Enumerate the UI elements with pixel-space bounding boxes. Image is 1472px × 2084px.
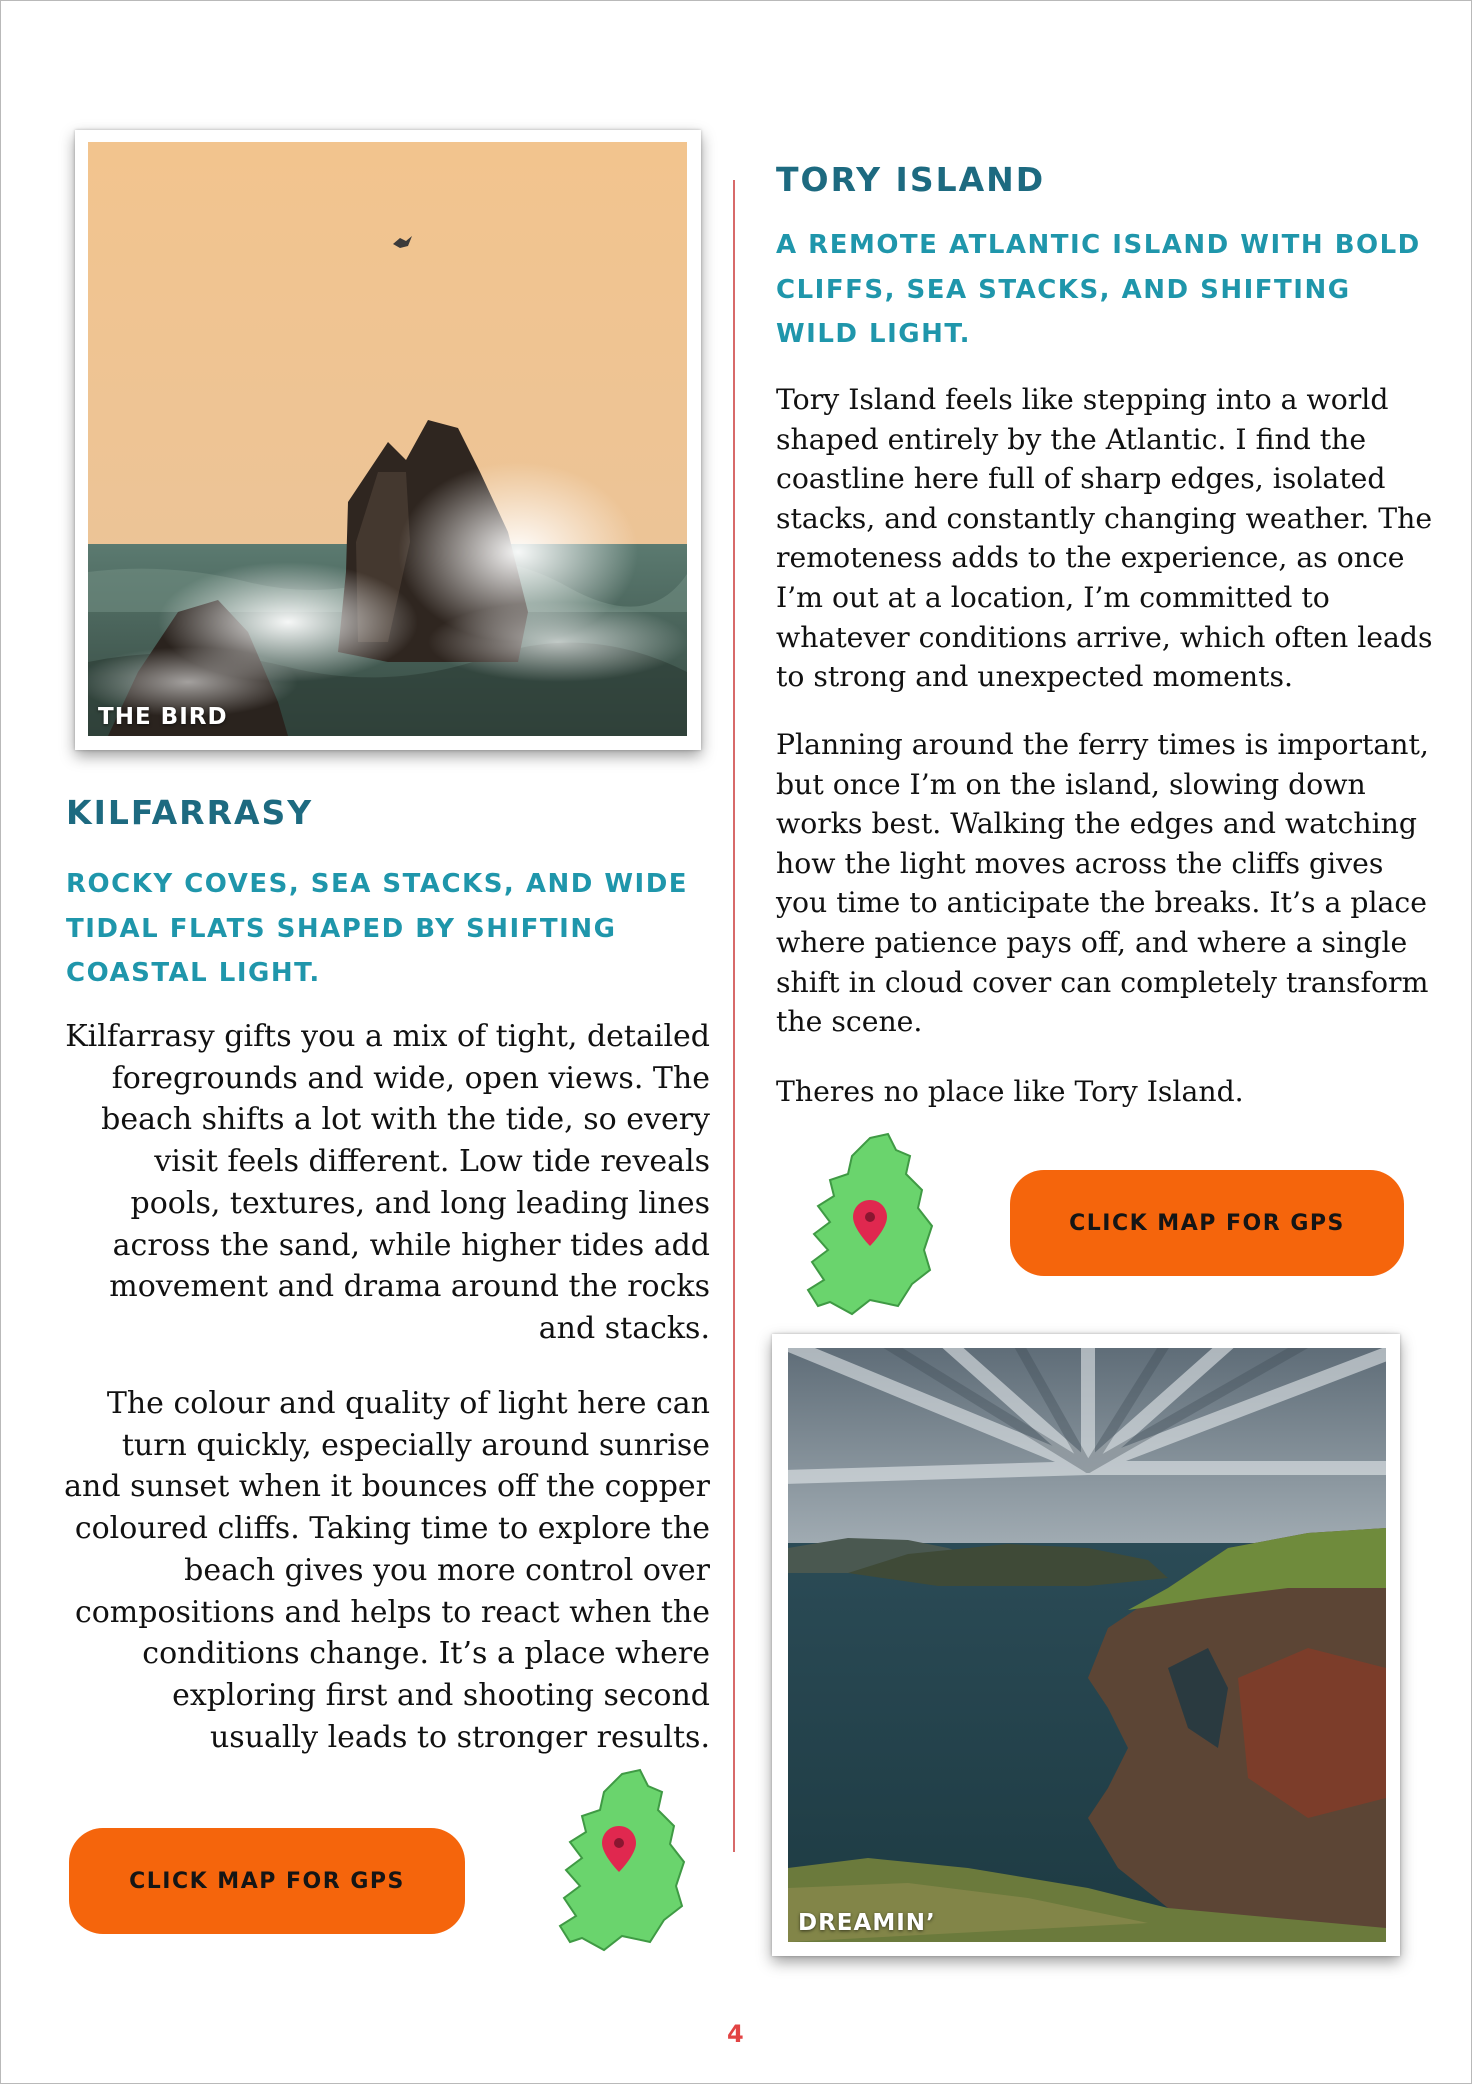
tory-island-paragraph-3: Theres no place like Tory Island. xyxy=(776,1075,1244,1108)
photo-frame-dreamin xyxy=(772,1334,1400,1956)
cliffs-long-exposure-image xyxy=(788,1348,1386,1942)
ireland-map-pin-icon xyxy=(552,1766,692,1954)
column-divider xyxy=(733,180,735,1852)
tory-island-gps-button[interactable]: CLICK MAP FOR GPS xyxy=(1010,1170,1404,1276)
tory-island-paragraph-2: Planning around the ferry times is important, but once I’m on the island, slowing down works best. Walking the edges and watching how the light moves across the cliffs gives you time to anticipate the breaks. It’s a place where patience pays off, and where a single shift in cloud cover can completely transform the scene. xyxy=(776,728,1429,1039)
tory-island-title: TORY ISLAND xyxy=(776,160,1046,199)
tory-island-paragraph-1: Tory Island feels like stepping into a world shaped entirely by the Atlantic. I find the coastline here full of sharp edges, isolated stacks, and constantly changing weather. The remoteness adds to the experience, as once I’m out at a location, I’m committed to whatever conditions arrive, which often leads to strong and unexpected moments. xyxy=(776,383,1433,694)
photo-caption-dreamin: DREAMIN’ xyxy=(798,1910,936,1936)
tory-island-subtitle: A REMOTE ATLANTIC ISLAND WITH BOLD CLIFFS, SEA STACKS, AND SHIFTING WILD LIGHT. xyxy=(776,230,1421,349)
sea-stack-wave-image xyxy=(88,142,687,736)
kilfarrasy-title: KILFARRASY xyxy=(66,793,314,832)
page-number: 4 xyxy=(727,2020,744,2048)
kilfarrasy-paragraph-2: The colour and quality of light here can turn quickly, especially around sunrise and sunset when it bounces off the copper coloured cliffs. Taking time to explore the beach gives you more control over compositions and helps to react when the conditions change. It’s a place where exploring first and shooting second usually leads to stronger results. xyxy=(64,1386,710,1755)
kilfarrasy-map-icon[interactable] xyxy=(552,1766,692,1954)
ireland-map-pin-icon xyxy=(800,1130,940,1318)
photo-the-bird xyxy=(88,142,687,736)
kilfarrasy-paragraph-1: Kilfarrasy gifts you a mix of tight, detailed foregrounds and wide, open views. The beach shifts a lot with the tide, so every visit feels different. Low tide reveals pools, textures, and long leading lines across the sand, while higher tides add movement and drama around the rocks and stacks. xyxy=(65,1019,710,1346)
photo-dreamin xyxy=(788,1348,1386,1942)
kilfarrasy-gps-button[interactable]: CLICK MAP FOR GPS xyxy=(69,1828,465,1934)
photo-caption-the-bird: THE BIRD xyxy=(98,704,228,730)
tory-island-map-icon[interactable] xyxy=(800,1130,940,1318)
kilfarrasy-subtitle: ROCKY COVES, SEA STACKS, AND WIDE TIDAL FLATS SHAPED BY SHIFTING COASTAL LIGHT. xyxy=(66,869,689,988)
photo-frame-the-bird xyxy=(75,130,701,750)
